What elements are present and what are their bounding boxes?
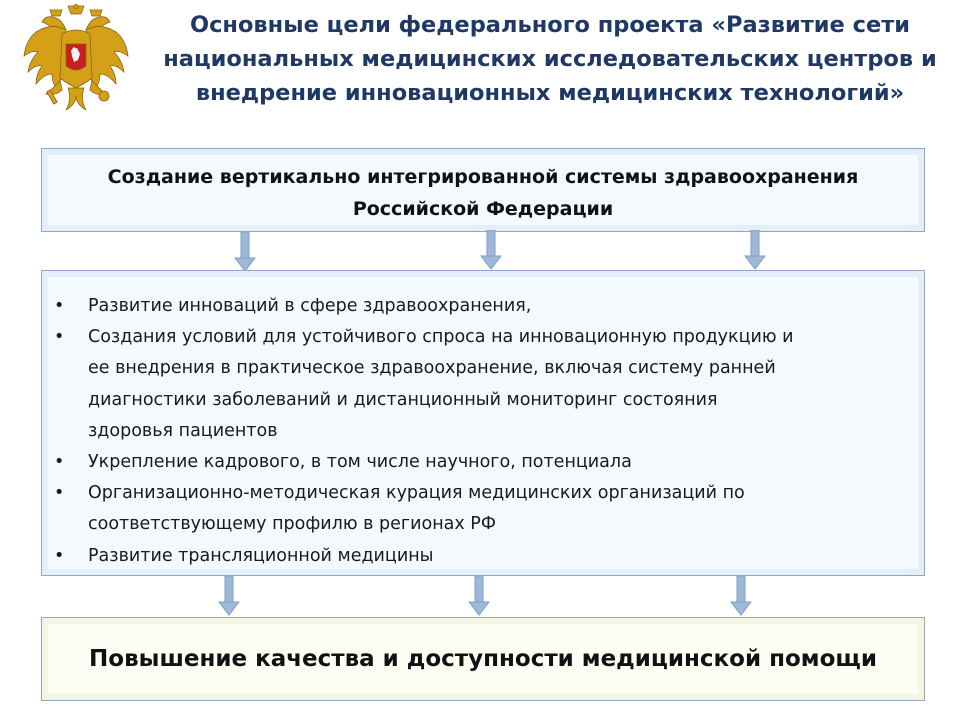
main-goal-box bbox=[41, 148, 925, 232]
coat-of-arms-icon bbox=[22, 4, 130, 114]
outcome-box bbox=[41, 617, 925, 701]
title-line: национальных медицинских исследовательских центров и bbox=[163, 46, 937, 72]
list-item-text: соответствующему профилю в регионах РФ bbox=[88, 514, 496, 535]
list-item bbox=[42, 322, 902, 447]
objectives-box bbox=[41, 270, 925, 576]
list-item-text: ее внедрения в практическое здравоохранение, включая систему ранней bbox=[88, 358, 776, 379]
arrow-down-icon bbox=[480, 230, 502, 270]
title-line: Основные цели федерального проекта «Развитие сети bbox=[189, 12, 911, 38]
main-goal-text-line: Российской Федерации bbox=[352, 198, 614, 220]
title-line: внедрение инновационных медицинских технологий» bbox=[195, 80, 905, 106]
list-item-text: Организационно-методическая курация медицинских организаций по bbox=[88, 483, 745, 504]
outcome-text: Повышение качества и доступности медицинской помощи bbox=[89, 646, 877, 672]
list-item-text: Развитие трансляционной медицины bbox=[88, 545, 434, 566]
main-goal-text-line: Создание вертикально интегрированной системы здравоохранения bbox=[107, 166, 859, 188]
list-item bbox=[42, 541, 902, 572]
list-item-text: Создания условий для устойчивого спроса на инновационную продукцию и bbox=[88, 327, 794, 348]
list-item-text: Укрепление кадрового, в том числе научного, потенциала bbox=[88, 452, 632, 473]
bullet-icon: • bbox=[54, 452, 65, 473]
bullet-icon: • bbox=[54, 296, 65, 316]
arrow-down-icon bbox=[468, 576, 490, 616]
objectives-list bbox=[42, 291, 902, 572]
bullet-icon: • bbox=[54, 545, 65, 566]
bullet-icon: • bbox=[54, 483, 65, 504]
bullet-icon: • bbox=[54, 327, 65, 348]
arrow-down-icon bbox=[234, 232, 256, 272]
arrow-down-icon bbox=[218, 576, 240, 616]
list-item-text: Развитие инноваций в сфере здравоохранения, bbox=[88, 296, 532, 316]
list-item bbox=[42, 447, 902, 478]
arrow-down-icon bbox=[744, 230, 766, 270]
list-item-text: здоровья пациентов bbox=[88, 420, 278, 441]
list-item bbox=[42, 478, 902, 540]
list-item bbox=[42, 291, 902, 322]
page-title bbox=[150, 8, 950, 110]
list-item-text: диагностики заболеваний и дистанционный мониторинг состояния bbox=[88, 389, 718, 410]
arrow-down-icon bbox=[730, 576, 752, 616]
